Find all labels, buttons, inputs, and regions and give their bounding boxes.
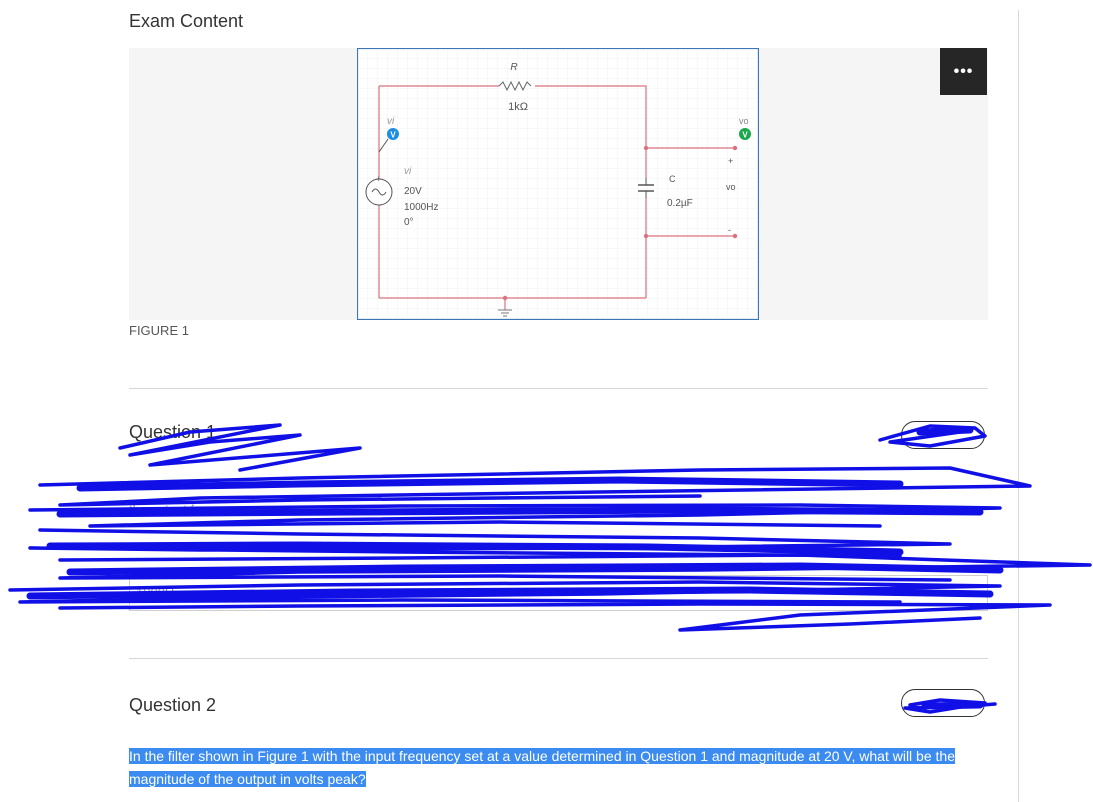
figure-caption: FIGURE 1 xyxy=(129,323,189,338)
output-plus: + xyxy=(728,156,734,166)
source-plus: + xyxy=(376,174,382,184)
probe-in-glyph: V xyxy=(390,130,396,140)
question-1-answer-field[interactable] xyxy=(129,575,988,611)
question-2-text-highlight: In the filter shown in Figure 1 with the input frequency set at a value determined in Question 1 and magnitude at 20 V, what will be the magnitude of the output in volts peak? xyxy=(129,748,955,787)
capacitor-name: C xyxy=(669,174,676,184)
question-1-answer-value: 1000H xyxy=(136,585,175,600)
source-frequency: 1000Hz xyxy=(404,202,439,213)
question-1-title: Question 1 xyxy=(129,422,217,442)
resistor-value: 1kΩ xyxy=(508,101,528,113)
more-options-button[interactable]: ••• xyxy=(940,48,987,95)
question-1-points-pill xyxy=(901,421,985,449)
probe-out-glyph: V xyxy=(742,130,748,140)
question-2-points-pill xyxy=(901,689,985,717)
capacitor-value: 0.2µF xyxy=(667,198,693,209)
resistor-name: R xyxy=(510,62,518,73)
right-panel-divider xyxy=(1018,10,1019,802)
output-label: vo xyxy=(726,182,736,192)
probe-out-label: vo xyxy=(739,116,749,126)
question-1-faded-text: the output fr xyxy=(129,502,199,517)
output-minus: - xyxy=(728,225,731,235)
exam-content-title: Exam Content xyxy=(129,11,244,31)
divider-top xyxy=(129,388,988,389)
question-2-text xyxy=(129,745,989,791)
divider-middle xyxy=(129,658,988,659)
question-2-title: Question 2 xyxy=(129,695,217,715)
probe-in-label: vi xyxy=(387,116,395,127)
circuit-diagram xyxy=(357,48,759,320)
source-amplitude: 20V xyxy=(404,186,422,197)
source-name: vi xyxy=(404,166,412,177)
source-phase: 0° xyxy=(404,217,414,228)
